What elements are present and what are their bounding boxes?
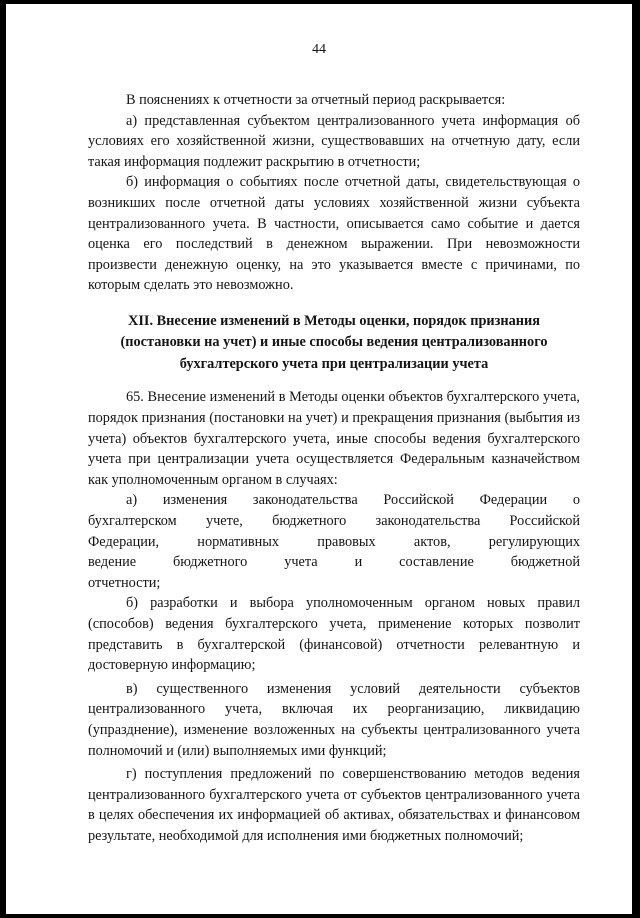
paragraph-65-item-g: г) поступления предложений по совершенствованию методов ведения централизованного бухгалтерского учета от субъектов централизованного учета в целях обеспечения их информацией об активах, обязательствах и финансовом результате, необходимой для исполнения ими бюджетных полномочий;	[88, 766, 580, 844]
paragraph-65-item-a: а) изменения законодательства Российской Федерации о бухгалтерском учете, бюджетного законодательства Российской Федерации, нормативных правовых актов, регулирующих ведение бюджетного учета и составление бюджетной отчетности;	[88, 492, 580, 591]
paragraph-65: 65. Внесение изменений в Методы оценки объектов бухгалтерского учета, порядок признания (постановки на учет) и прекращения признания (выбытия из учета) объектов бухгалтерского учета, иные способы ведения бухгалтерского учета при централизации учета осуществляется Федеральным казначейством как уполномоченным органом в случаях:	[88, 389, 580, 488]
paragraph-item-a: а) представленная субъектом централизованного учета информация об условиях его хозяйственной жизни, существовавших на отчетную дату, если такая информация подлежит раскрытию в отчетности;	[88, 112, 580, 170]
document-body	[88, 90, 580, 847]
paragraph-item-b: б) информация о событиях после отчетной даты, свидетельствующая о возникших после отчетной даты условиях хозяйственной жизни субъекта централизованного учета. В частности, описывается само событие и дается оценка его последствий в денежном выражении. При невозможности произвести денежную оценку, на это указывается вместе с причинами, по которым сделать это невозможно.	[88, 174, 580, 294]
section-heading	[88, 311, 580, 376]
section-heading-line-2: (постановки на учет) и иные способы ведения централизованного	[120, 334, 548, 351]
paragraph-65-item-b: б) разработки и выбора уполномоченным органом новых правил (способов) ведения бухгалтерского учета, применение которых позволит представить в бухгалтерской (финансовой) отчетности релевантную и достоверную информацию;	[88, 595, 580, 674]
section-heading-line-1: XII. Внесение изменений в Методы оценки, порядок признания	[128, 312, 540, 329]
paragraph-intro: В пояснениях к отчетности за отчетный период раскрывается:	[126, 92, 506, 108]
paragraph-65-item-v: в) существенного изменения условий деятельности субъектов централизованного учета, включая их реорганизацию, ликвидацию (упразднение), изменение возложенных на субъекты централизованного учета полномочий и (или) выполняемых ими функций;	[88, 680, 580, 759]
section-heading-line-3: бухгалтерского учета при централизации учета	[179, 355, 489, 372]
page-number: 44	[312, 42, 326, 57]
document-page	[6, 4, 632, 914]
